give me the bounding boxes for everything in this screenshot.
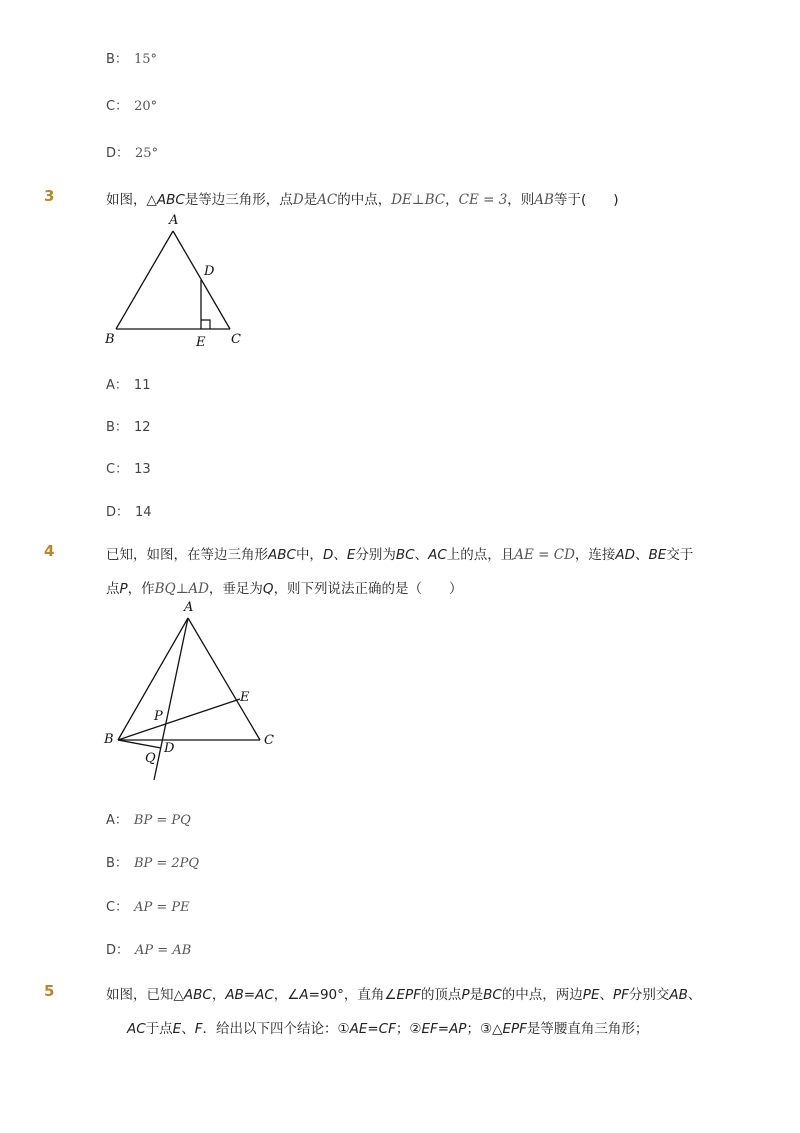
segment-ab — [116, 231, 173, 329]
label-b: B — [104, 732, 114, 747]
math-bc: BC — [395, 547, 415, 563]
q3-option-b — [106, 416, 150, 435]
q2-option-c — [106, 95, 157, 114]
right-angle-mark — [201, 320, 210, 329]
math-pe: PE — [582, 987, 600, 1003]
option-value: BP = PQ — [133, 813, 191, 828]
option-sep: ： — [114, 813, 128, 828]
option-letter: D — [106, 505, 117, 520]
q4-option-b — [106, 852, 199, 871]
label-c: C — [231, 332, 241, 347]
text: 、 — [333, 547, 347, 563]
q5-stem-line2 — [127, 1017, 648, 1037]
q4-stem-line2 — [106, 577, 463, 597]
text: ， — [211, 987, 226, 1003]
option-sep: ： — [115, 462, 129, 477]
text: 分别交 — [628, 987, 670, 1003]
text: 中， — [295, 547, 323, 563]
text: ，作 — [127, 581, 155, 597]
option-letter: B — [106, 856, 115, 871]
option-sep: ： — [114, 856, 128, 871]
math-ac: AC — [428, 547, 447, 563]
option-value: BP = 2PQ — [133, 856, 200, 871]
text: 点 — [106, 581, 120, 597]
text: ，连接 — [574, 547, 616, 563]
math-ef-eq-ap: EF=AP — [421, 1021, 467, 1037]
math-ab: AB — [534, 192, 554, 208]
text: 是等边三角形，点 — [184, 192, 293, 208]
option-letter: A — [106, 378, 115, 393]
segment-ac — [188, 618, 260, 740]
label-q: Q — [145, 751, 156, 766]
math-f: F — [194, 1021, 203, 1037]
option-value: 14 — [135, 505, 152, 520]
label-d: D — [164, 741, 175, 756]
math-ae-eq-cd: AE = CD — [514, 547, 575, 563]
text: 、 — [635, 547, 649, 563]
segment-be — [118, 699, 240, 740]
option-value: 20° — [134, 99, 158, 114]
option-value: 25° — [135, 146, 159, 161]
text: ，则下列说法正确的是（ ） — [273, 581, 463, 597]
option-letter: B — [106, 52, 115, 67]
label-a: A — [169, 213, 179, 228]
option-sep: ： — [116, 146, 130, 161]
math-triangle-abc: △ABC — [146, 192, 185, 208]
text: 于点 — [145, 1021, 173, 1037]
option-value: 11 — [133, 378, 151, 393]
math-d: D — [292, 192, 304, 208]
math-angle-epf: ∠EPF — [384, 987, 421, 1003]
label-e: E — [240, 690, 250, 705]
q3-stem — [106, 188, 619, 208]
math-ad: AD — [615, 547, 636, 563]
math-bc: BC — [483, 987, 502, 1003]
q4-option-c — [106, 896, 190, 915]
math-pf: PF — [612, 987, 629, 1003]
text: ．给出以下四个结论：① — [202, 1021, 350, 1037]
text: ， — [445, 192, 459, 208]
q4-option-d — [106, 939, 191, 958]
text: 、 — [181, 1021, 195, 1037]
math-p: P — [461, 987, 470, 1003]
math-e: E — [346, 547, 356, 563]
option-value: AP = AB — [135, 943, 192, 958]
option-letter: D — [106, 943, 117, 958]
text: 、 — [414, 547, 429, 563]
q3-figure — [100, 210, 250, 350]
math-ce-eq-3: CE = 3 — [458, 192, 508, 208]
option-sep: ： — [115, 99, 129, 114]
math-ac: AC — [317, 192, 338, 208]
math-e: E — [172, 1021, 182, 1037]
q2-option-b — [106, 48, 157, 67]
text: 的中点，两边 — [501, 987, 583, 1003]
math-triangle-epf: △EPF — [492, 1021, 527, 1037]
text: 的中点， — [337, 192, 392, 208]
question-number: 4 — [44, 542, 55, 560]
text: 已知，如图，在等边三角形 — [106, 547, 268, 563]
math-ac: AC — [127, 1021, 146, 1037]
text: 等于( ) — [553, 192, 619, 208]
q3-option-d — [106, 501, 152, 520]
math-bq-perp-ad: BQ⊥AD — [154, 581, 209, 597]
text: 上的点，且 — [446, 547, 515, 563]
text: 是 — [469, 987, 484, 1003]
segment-ab — [118, 618, 188, 740]
text: 如图， — [106, 192, 147, 208]
text: ，垂足为 — [208, 581, 263, 597]
text: ；③ — [466, 1021, 493, 1037]
option-sep: ： — [116, 505, 130, 520]
option-letter: A — [106, 813, 115, 828]
option-value: 15° — [133, 52, 157, 67]
text: 如图，已知 — [106, 987, 174, 1003]
option-letter: C — [106, 900, 116, 915]
option-letter: C — [106, 99, 116, 114]
text: =90°，直角 — [308, 987, 385, 1003]
q4-option-a — [106, 809, 191, 828]
text: 分别为 — [355, 547, 396, 563]
math-angle-a: ∠A — [287, 987, 309, 1003]
option-sep: ： — [116, 943, 130, 958]
option-letter: B — [106, 420, 115, 435]
question-number: 5 — [44, 982, 55, 1000]
text: ， — [273, 987, 288, 1003]
option-value: 12 — [133, 420, 151, 435]
option-letter: C — [106, 462, 116, 477]
math-ae-eq-cf: AE=CF — [349, 1021, 396, 1037]
option-sep: ： — [115, 900, 129, 915]
math-de-perp-bc: DE⊥BC — [391, 192, 446, 208]
label-a: A — [184, 600, 194, 615]
q4-stem-line1 — [106, 543, 693, 563]
option-sep: ： — [114, 52, 128, 67]
q2-option-d — [106, 142, 158, 161]
text: 是 — [303, 192, 318, 208]
option-sep: ： — [114, 378, 128, 393]
math-ab-eq-ac: AB=AC — [225, 987, 274, 1003]
q4-figure — [100, 598, 285, 788]
option-value: 13 — [134, 462, 151, 477]
label-d: D — [204, 264, 215, 279]
text: 、 — [599, 987, 613, 1003]
label-p: P — [154, 709, 163, 724]
text: 交于 — [666, 547, 694, 563]
text: 是等腰直角三角形； — [526, 1021, 649, 1037]
option-letter: D — [106, 146, 117, 161]
label-b: B — [105, 332, 115, 347]
label-c: C — [264, 733, 274, 748]
segment-bq — [118, 740, 161, 748]
question-number: 3 — [44, 187, 55, 205]
option-value: AP = PE — [134, 900, 190, 915]
text: 、 — [687, 987, 702, 1003]
math-d: D — [322, 547, 334, 563]
text: ；② — [395, 1021, 422, 1037]
math-abc: ABC — [268, 547, 296, 563]
q3-option-c — [106, 458, 151, 477]
math-q: Q — [262, 581, 274, 597]
math-triangle-abc: △ABC — [173, 987, 212, 1003]
option-sep: ： — [114, 420, 128, 435]
q5-stem-line1 — [106, 983, 701, 1003]
text: 的顶点 — [420, 987, 462, 1003]
label-e: E — [196, 335, 206, 350]
math-p: P — [119, 581, 128, 597]
q3-option-a — [106, 374, 150, 393]
text: ，则 — [507, 192, 535, 208]
math-be: BE — [648, 547, 667, 563]
math-ab: AB — [669, 987, 688, 1003]
